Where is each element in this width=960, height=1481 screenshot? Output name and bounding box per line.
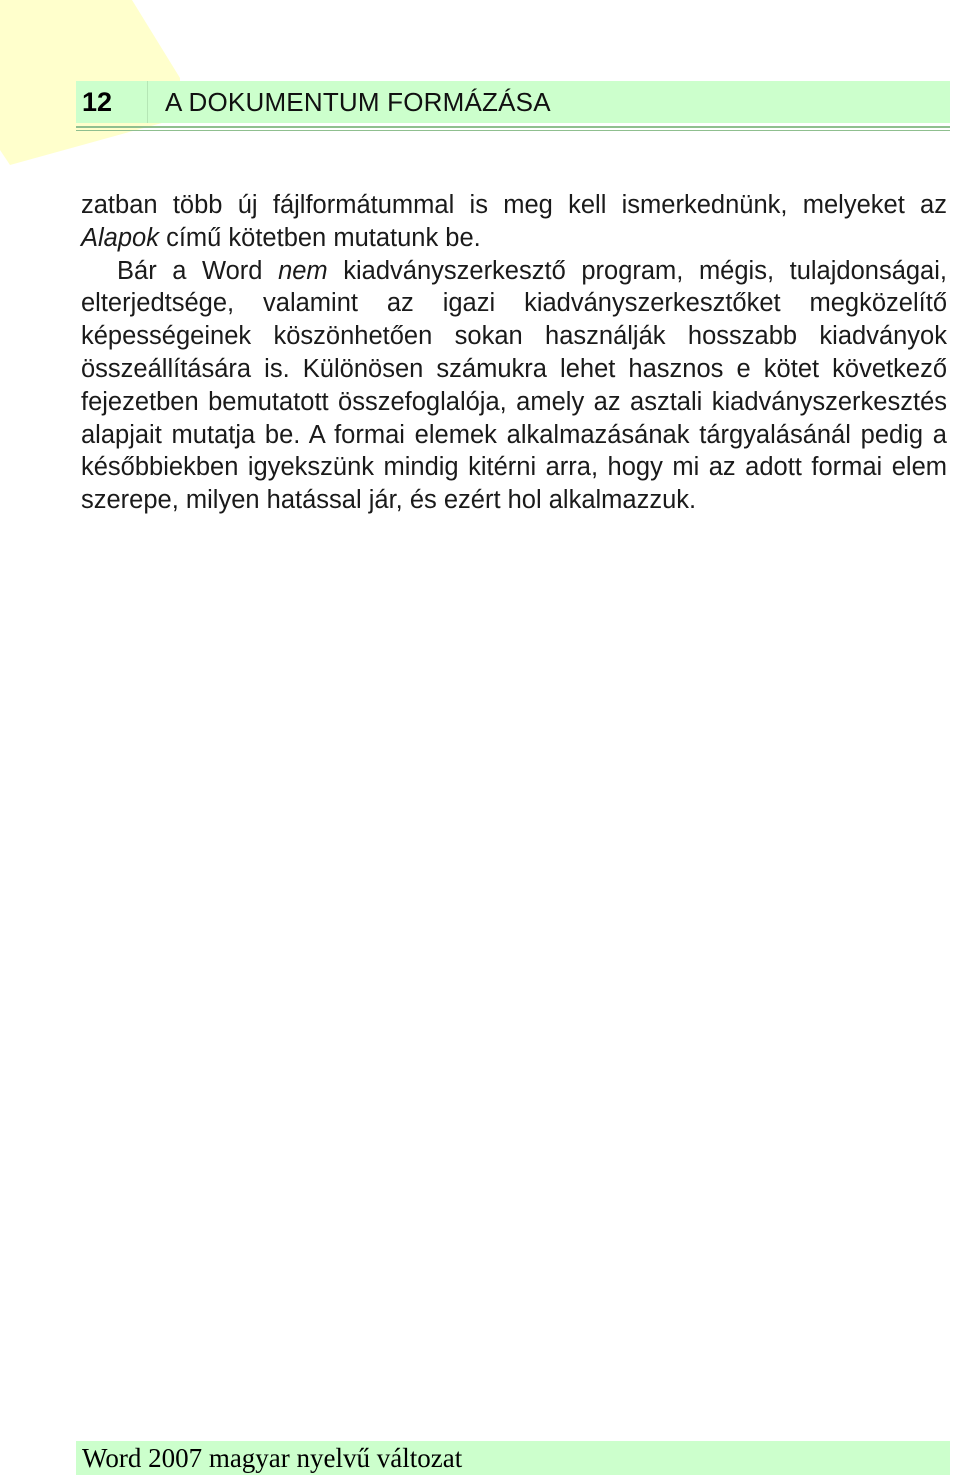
header-rule-thin: [76, 130, 950, 131]
paragraph-text: zatban több új fájlformátummal is meg kell ismerkednünk, melyeket az: [81, 191, 947, 219]
chapter-header: [76, 81, 950, 123]
chapter-title: A DOKUMENTUM FORMÁZÁSA: [165, 86, 551, 117]
header-rule: [76, 126, 950, 128]
paragraph-text: kiadványszerkesztő program, mégis, tulajdonságai, elterjedtsége, valamint az igazi kiadványszerkesztőket megközelítő képességeinek köszönhetően sokan használják hosszabb kiadványok összeállítására is. Különösen számukra lehet hasznos e kötet következő fejezetben bemutatott összefoglalója, amely az asztali kiadványszerkesztés alapjait mutatja be. A formai elemek alkalmazásának tárgyalásánál pedig a későbbiekben igyekszünk mindig kitérni arra, hogy mi az adott formai elem szerepe, milyen hatással jár, és ezért hol alkalmazzuk.: [81, 256, 947, 515]
paragraph-continuation: [81, 189, 947, 255]
emphasized-text: Alapok: [81, 223, 159, 252]
paragraph-text: Bár a Word: [117, 256, 279, 285]
paragraph: [81, 255, 947, 517]
paragraph-text: című kötetben mutatunk be.: [158, 223, 481, 252]
page-footer: [76, 1441, 950, 1475]
emphasized-text: nem: [278, 256, 328, 285]
footer-text: Word 2007 magyar nyelvű változat: [82, 1442, 463, 1473]
page-number: 12: [76, 81, 148, 123]
body-text: [81, 189, 947, 517]
